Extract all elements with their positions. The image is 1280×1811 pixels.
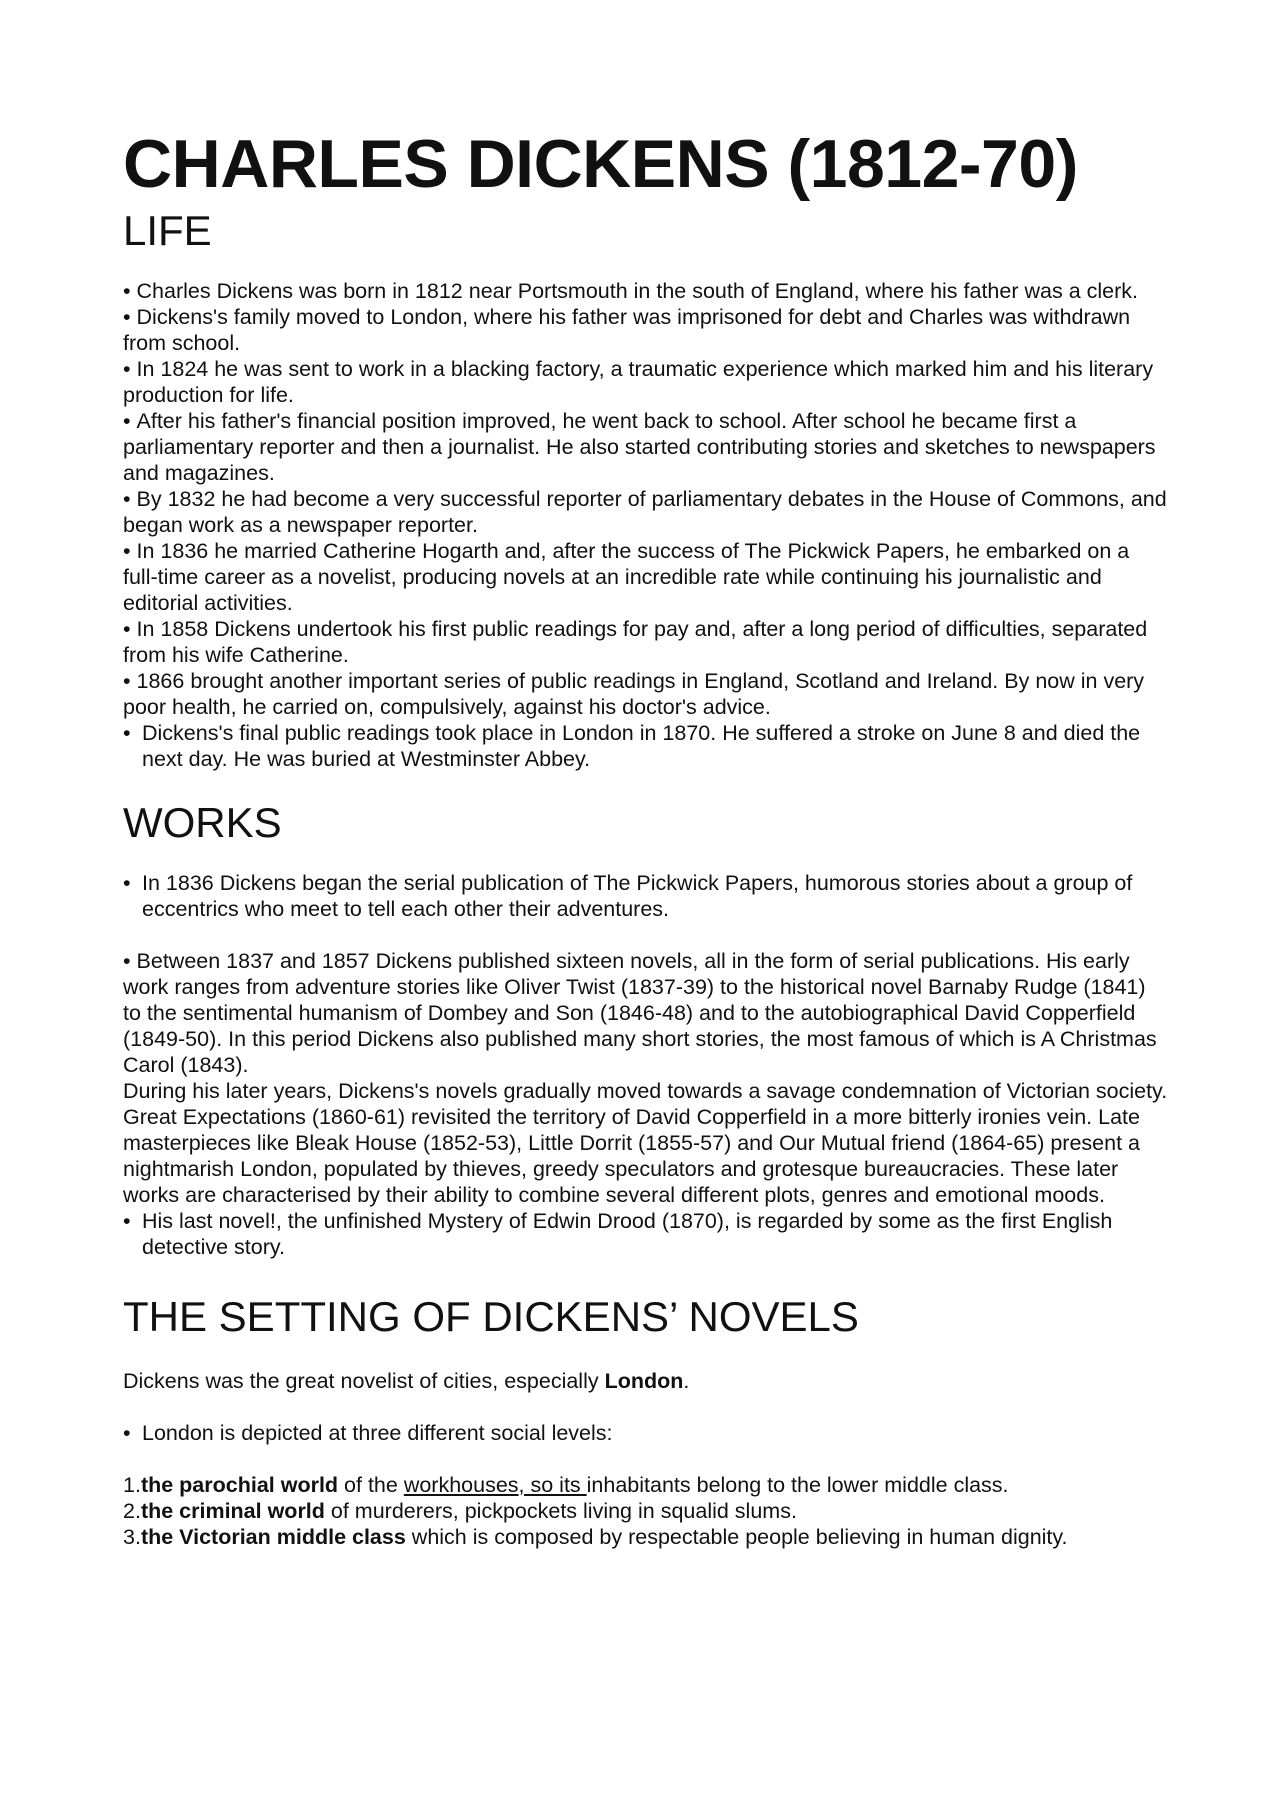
life-list: [123, 278, 1168, 772]
setting-levels-intro: • London is depicted at three different social levels:: [123, 1420, 1168, 1446]
works-list: [123, 870, 1168, 1260]
setting-intro-text: Dickens was the great novelist of cities, especially: [123, 1369, 605, 1393]
level-title: the parochial world: [140, 1473, 339, 1497]
setting-level-item: [123, 1498, 1168, 1524]
level-number: 2.: [123, 1499, 141, 1523]
life-item: • In 1824 he was sent to work in a blacking factory, a traumatic experience which marked him and his literary production for life.: [123, 356, 1168, 408]
level-text: which is composed by respectable people believing in human dignity.: [405, 1525, 1068, 1549]
section-heading-works: WORKS: [123, 799, 282, 846]
setting-level-item: [123, 1472, 1168, 1498]
life-item: • Dickens's family moved to London, where his father was imprisoned for debt and Charles was withdrawn from school.: [123, 304, 1168, 356]
works-item-early: • Between 1837 and 1857 Dickens published sixteen novels, all in the form of serial publications. His early work ranges from adventure stories like Oliver Twist (1837-39) to the historical novel Barnaby Rudge (1841) to the sentimental humanism of Dombey and Son (1846-48) and to the autobiographical David Copperfield (1849-50). In this period Dickens also published many short stories, the most famous of which is A Christmas Carol (1843).: [123, 948, 1168, 1078]
setting-intro-end: .: [683, 1369, 690, 1393]
level-text: of the: [338, 1473, 404, 1497]
life-item: • Charles Dickens was born in 1812 near Portsmouth in the south of England, where his father was a clerk.: [123, 278, 1168, 304]
works-item-pickwick: • In 1836 Dickens began the serial publication of The Pickwick Papers, humorous stories about a group of eccentrics who meet to tell each other their adventures.: [123, 870, 1168, 922]
spacer: [123, 922, 1168, 948]
setting-level-item: [123, 1524, 1168, 1550]
life-item: • 1866 brought another important series of public readings in England, Scotland and Ireland. By now in very poor health, he carried on, compulsively, against his doctor's advice.: [123, 668, 1168, 720]
works-paragraph-later: During his later years, Dickens's novels gradually moved towards a savage condemnation of Victorian society. Great Expectations (1860-61) revisited the territory of David Copperfield in a more bitterly ironies vein. Late masterpieces like Bleak House (1852-53), Little Dorrit (1855-57) and Our Mutual friend (1864-65) present a nightmarish London, populated by thieves, greedy speculators and grotesque bureaucracies. These later works are characterised by their ability to combine several different plots, genres and emotional moods.: [123, 1079, 1168, 1207]
life-item: • Dickens's final public readings took place in London in 1870. He suffered a stroke on June 8 and died the next day. He was buried at Westminster Abbey.: [123, 720, 1168, 772]
spacer: [123, 1394, 1168, 1420]
spacer: [123, 1446, 1168, 1472]
level-underlined-text: workhouses, so its: [403, 1473, 587, 1497]
life-item: • In 1836 he married Catherine Hogarth and, after the success of The Pickwick Papers, he embarked on a full-time career as a novelist, producing novels at an incredible rate while continuing his journalistic and editorial activities.: [123, 538, 1168, 616]
level-title: the criminal world: [140, 1499, 325, 1523]
level-title: the Victorian middle class: [140, 1525, 406, 1549]
life-item: • In 1858 Dickens undertook his first public readings for pay and, after a long period of difficulties, separated from his wife Catherine.: [123, 616, 1168, 668]
page-title: CHARLES DICKENS (1812-70): [123, 126, 1078, 202]
level-text: of murderers, pickpockets living in squalid slums.: [324, 1499, 797, 1523]
section-heading-setting: THE SETTING OF DICKENS’ NOVELS: [123, 1293, 859, 1340]
level-text: inhabitants belong to the lower middle class.: [586, 1473, 1009, 1497]
level-number: 1.: [123, 1473, 141, 1497]
life-item: • After his father's financial position improved, he went back to school. After school he became first a parliamentary reporter and then a journalist. He also started contributing stories and sketches to newspapers and magazines.: [123, 408, 1168, 486]
works-item-last: • His last novel!, the unfinished Mystery of Edwin Drood (1870), is regarded by some as the first English detective story.: [123, 1208, 1168, 1260]
level-number: 3.: [123, 1525, 141, 1549]
life-item: • By 1832 he had become a very successful reporter of parliamentary debates in the House of Commons, and began work as a newspaper reporter.: [123, 486, 1168, 538]
setting-intro-bold: London: [604, 1369, 684, 1393]
section-heading-life: LIFE: [123, 207, 212, 254]
setting-intro: [123, 1368, 1168, 1394]
document-content: [123, 126, 1168, 1550]
